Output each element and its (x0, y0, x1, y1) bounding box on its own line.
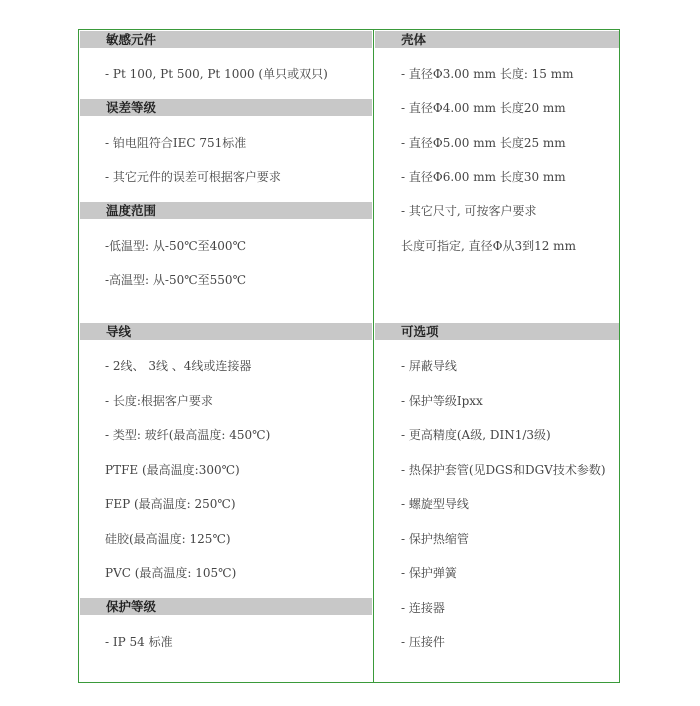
options-item-4: - 热保护套管(见DGS和DGV技术参数) (401, 463, 606, 477)
header-tolerance-class: 误差等级 (80, 99, 372, 116)
lead-wire-item-2: - 长度:根据客户要求 (105, 394, 213, 408)
header-lead-wire: 导线 (80, 323, 372, 340)
sensor-element-item-1: - Pt 100, Pt 500, Pt 1000 (单只或双只) (105, 67, 328, 81)
options-item-7: - 保护弹簧 (401, 566, 457, 580)
options-item-1: - 屏蔽导线 (401, 359, 457, 373)
lead-wire-item-3: - 类型: 玻纤(最高温度: 450℃) (105, 428, 271, 442)
lead-wire-item-1: - 2线、 3线 、4线或连接器 (105, 359, 252, 373)
housing-item-3: - 直径Φ5.00 mm 长度25 mm (401, 136, 566, 150)
housing-item-1: - 直径Φ3.00 mm 长度: 15 mm (401, 67, 574, 81)
lead-wire-item-5: FEP (最高温度: 250℃) (105, 497, 236, 511)
column-divider (373, 29, 374, 683)
tolerance-item-2: - 其它元件的误差可根据客户要求 (105, 170, 281, 184)
options-item-6: - 保护热缩管 (401, 532, 469, 546)
header-options: 可选项 (375, 323, 619, 340)
tolerance-item-1: - 铂电阻符合IEC 751标准 (105, 136, 247, 150)
protection-item-1: - IP 54 标准 (105, 635, 173, 649)
header-housing: 壳体 (375, 31, 619, 48)
header-protection-class: 保护等级 (80, 598, 372, 615)
options-item-2: - 保护等级Ipxx (401, 394, 483, 408)
options-item-5: - 螺旋型导线 (401, 497, 469, 511)
temperature-item-2: -高温型: 从-50℃至550℃ (105, 273, 246, 287)
header-sensor-element: 敏感元件 (80, 31, 372, 48)
lead-wire-item-6: 硅胶(最高温度: 125℃) (105, 532, 231, 546)
temperature-item-1: -低温型: 从-50℃至400℃ (105, 239, 246, 253)
options-item-9: - 压接件 (401, 635, 445, 649)
lead-wire-item-4: PTFE (最高温度:300℃) (105, 463, 240, 477)
lead-wire-item-7: PVC (最高温度: 105℃) (105, 566, 237, 580)
housing-item-4: - 直径Φ6.00 mm 长度30 mm (401, 170, 566, 184)
options-item-3: - 更高精度(A级, DIN1/3级) (401, 428, 551, 442)
housing-item-2: - 直径Φ4.00 mm 长度20 mm (401, 101, 566, 115)
options-item-8: - 连接器 (401, 601, 445, 615)
housing-item-5: - 其它尺寸, 可按客户要求 (401, 204, 537, 218)
housing-item-6: 长度可指定, 直径Φ从3到12 mm (401, 239, 576, 253)
spec-table-frame (78, 29, 620, 683)
header-temperature-range: 温度范围 (80, 202, 372, 219)
